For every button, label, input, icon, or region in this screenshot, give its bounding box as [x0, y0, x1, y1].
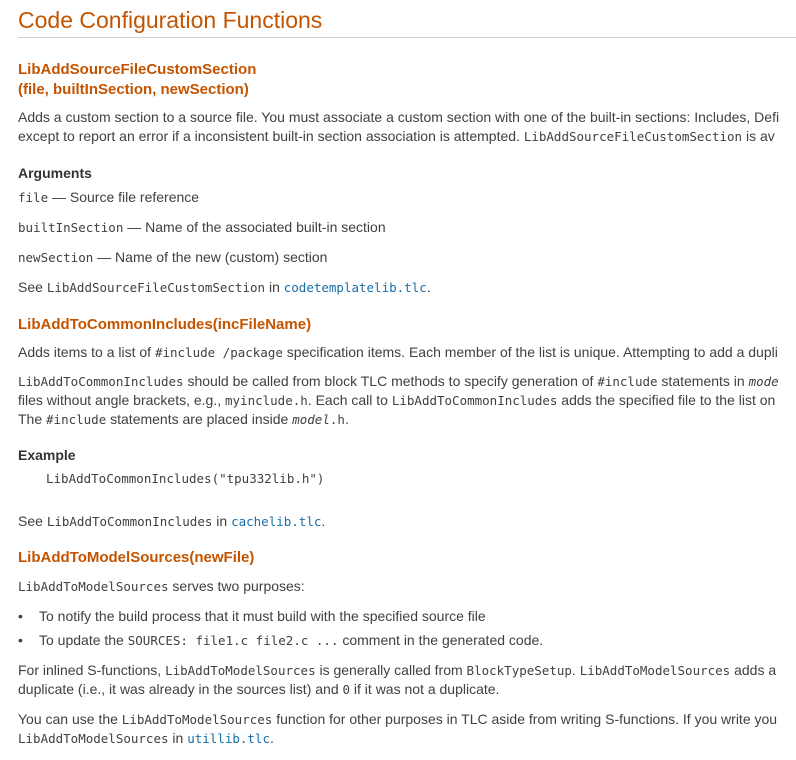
- cachelib-link[interactable]: cachelib.tlc: [231, 514, 322, 529]
- argument-name: file: [18, 190, 49, 205]
- text: For inlined S-functions,: [18, 662, 166, 678]
- inline-code: LibAddToModelSources: [165, 663, 316, 678]
- text: . Each call to: [307, 392, 392, 408]
- text: statements in: [657, 373, 749, 389]
- page-title: Code Configuration Functions: [18, 6, 796, 38]
- usage-line-3: [18, 410, 796, 429]
- text: except to report an error if a inconsistent built-in section association is attempted.: [18, 128, 524, 144]
- text: adds the specified file to the list on: [557, 392, 776, 408]
- argument-description: — Source file reference: [48, 189, 200, 205]
- usage-line-1: [18, 372, 796, 391]
- text: You can use the: [18, 711, 122, 727]
- inline-code: LibAddToCommonIncludes: [18, 374, 184, 389]
- arguments-heading: Arguments: [18, 165, 92, 181]
- text: if it was not a duplicate.: [350, 681, 500, 697]
- argument-description: — Name of the new (custom) section: [93, 249, 328, 265]
- paragraph-line-2: [18, 729, 796, 748]
- text: should be called from block TLC methods to specify generation of: [183, 373, 598, 389]
- text: See: [18, 513, 47, 529]
- text: .: [270, 730, 274, 746]
- text: .: [321, 513, 326, 529]
- codetemplatelib-link[interactable]: codetemplatelib.tlc: [283, 280, 427, 295]
- text: function for other purposes in TLC aside from writing S-functions. If you write you: [272, 711, 778, 727]
- text: .: [426, 279, 431, 295]
- intro-paragraph: [18, 577, 796, 596]
- text: .: [344, 411, 349, 427]
- text: in: [168, 730, 188, 746]
- description-line-1: Adds a custom section to a source file. You must associate a custom section with one of the built-in sections: Includes, Defi: [18, 109, 780, 125]
- heading-line-1: LibAddSourceFileCustomSection: [18, 61, 257, 78]
- text: is generally called from: [315, 662, 467, 678]
- argument-file: [18, 188, 796, 207]
- usage-paragraph: [18, 372, 796, 429]
- paragraph-line-1: [18, 661, 796, 680]
- list-item-text: [39, 631, 543, 650]
- text: The: [18, 411, 47, 427]
- description-line-2: [18, 127, 796, 146]
- argument-newsection: [18, 248, 796, 267]
- argument-name: builtInSection: [18, 220, 124, 235]
- argument-name: newSection: [18, 250, 94, 265]
- inline-code: LibAddToModelSources: [18, 731, 169, 746]
- inline-code: LibAddToCommonIncludes: [391, 393, 558, 408]
- inline-code: BlockTypeSetup: [466, 663, 572, 678]
- text: duplicate (i.e., it was already in the sources list) and: [18, 681, 343, 697]
- inline-code: #include: [46, 412, 107, 427]
- text: Adds items to a list of: [18, 344, 155, 360]
- inline-code: LibAddSourceFileCustomSection: [46, 280, 266, 295]
- function-heading-libaddtomodelsources: LibAddToModelSources(newFile): [18, 549, 255, 566]
- inline-code-italic: mode: [748, 374, 779, 389]
- text: specification items. Each member of the list is unique. Attempting to add a dupli: [282, 344, 778, 360]
- list-item-text: To notify the build process that it must build with the specified source file: [39, 608, 486, 624]
- example-heading: Example: [18, 447, 76, 463]
- heading-line-2: (file, builtInSection, newSection): [18, 81, 249, 98]
- function-heading-libaddsourcefilecustomsection: [18, 60, 256, 100]
- text: See: [18, 279, 47, 295]
- inline-code: myinclude.h: [225, 393, 308, 408]
- text: adds a: [730, 662, 777, 678]
- text: To update the: [39, 632, 128, 648]
- inlined-sfunctions-paragraph: [18, 661, 796, 699]
- inline-code: LibAddToModelSources: [121, 712, 273, 727]
- example-code-block: LibAddToCommonIncludes("tpu332lib.h"): [46, 471, 325, 486]
- inline-code: LibAddToModelSources: [579, 663, 731, 678]
- inline-code: 0: [342, 682, 351, 697]
- bullet-marker: •: [18, 608, 23, 624]
- other-uses-paragraph: [18, 710, 796, 748]
- inline-code: #include /package: [154, 345, 283, 360]
- inline-code: .h: [329, 412, 345, 427]
- description-paragraph: [18, 343, 796, 362]
- see-also-line: [18, 512, 796, 531]
- text: is av: [742, 128, 775, 144]
- argument-description: — Name of the associated built-in section: [123, 219, 386, 235]
- text: serves two purposes:: [168, 578, 305, 594]
- text: comment in the generated code.: [338, 632, 544, 648]
- utillib-link[interactable]: utillib.tlc: [187, 731, 270, 746]
- text: statements are placed inside: [106, 411, 293, 427]
- see-also-line: [18, 278, 796, 297]
- text: in: [212, 513, 232, 529]
- usage-line-2: [18, 391, 796, 410]
- paragraph-line-2: [18, 680, 796, 699]
- paragraph-line-1: [18, 710, 796, 729]
- text: files without angle brackets, e.g.,: [18, 392, 225, 408]
- text: .: [571, 662, 580, 678]
- inline-code: LibAddSourceFileCustomSection: [523, 129, 743, 144]
- inline-code: #include: [597, 374, 658, 389]
- bullet-marker: •: [18, 632, 23, 648]
- inline-code: LibAddToCommonIncludes: [46, 514, 213, 529]
- inline-code-italic: model: [292, 412, 330, 427]
- inline-code: LibAddToModelSources: [18, 579, 169, 594]
- inline-code: SOURCES: file1.c file2.c ...: [127, 633, 339, 648]
- argument-builtinsection: [18, 218, 796, 237]
- text: in: [265, 279, 284, 295]
- function-heading-libaddtocommonincludes: LibAddToCommonIncludes(incFileName): [18, 316, 312, 333]
- description-paragraph: [18, 108, 796, 146]
